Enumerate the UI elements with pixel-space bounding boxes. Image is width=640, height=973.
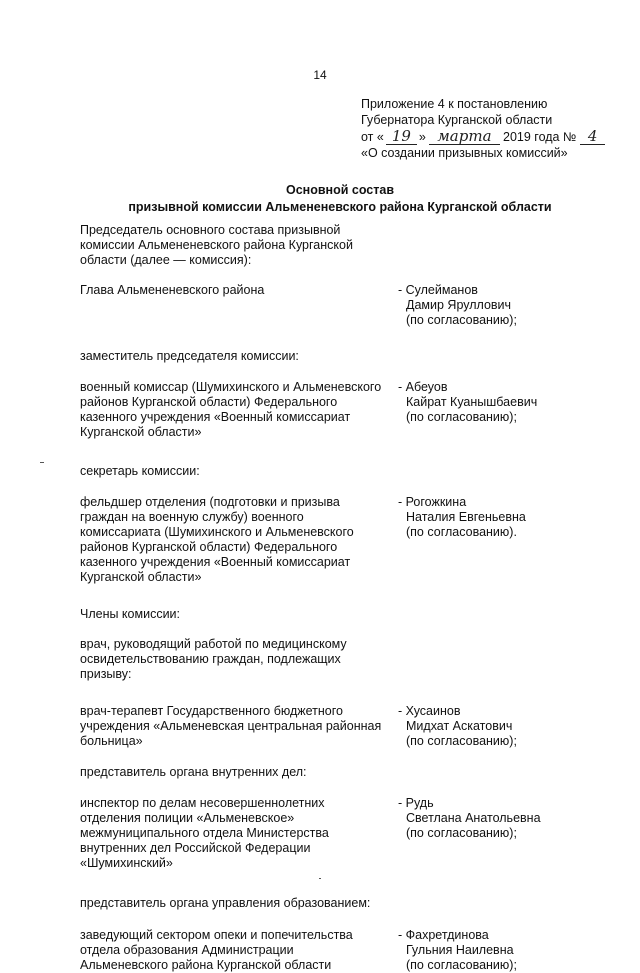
- entry-person: [398, 380, 625, 440]
- entry-person: [398, 495, 625, 585]
- position-line: Курганской области»: [80, 425, 202, 439]
- entry-position: [80, 223, 398, 268]
- person-surname: - Рудь: [398, 796, 434, 810]
- handwritten-day: 19: [386, 128, 417, 145]
- person-line: (по согласованию).: [406, 525, 517, 539]
- person-surname: - Хусаинов: [398, 704, 461, 718]
- position-line: инспектор по делам несовершеннолетних: [80, 796, 325, 810]
- document-title: [60, 182, 620, 216]
- person-line: (по согласованию);: [406, 826, 517, 840]
- page-number: 14: [313, 68, 327, 82]
- title-line-2: призывной комиссии Альмененевского района Курганской области: [128, 200, 552, 214]
- entry-row: [80, 349, 625, 364]
- appendix-line-1: Приложение 4 к постановлению: [361, 97, 548, 111]
- entry-position: [80, 464, 398, 479]
- position-line: заведующий сектором опеки и попечительства: [80, 928, 353, 942]
- entry-person: [398, 223, 625, 268]
- entry-row: [80, 380, 625, 440]
- entry-person: [398, 896, 625, 911]
- person-line: Мидхат Аскатович: [406, 719, 513, 733]
- position-line: «Шумихинский»: [80, 856, 173, 870]
- appendix-block: [361, 96, 621, 161]
- entry-row: [80, 495, 625, 585]
- entry-position: [80, 796, 398, 871]
- position-line: секретарь комиссии:: [80, 464, 200, 478]
- entry-person: [398, 283, 625, 328]
- person-line: Наталия Евгеньевна: [406, 510, 526, 524]
- entry-person: [398, 765, 625, 780]
- position-line: граждан на военную службу) военного: [80, 510, 304, 524]
- person-surname: - Рогожкина: [398, 495, 467, 509]
- entry-position: [80, 380, 398, 440]
- position-line: представитель органа внутренних дел:: [80, 765, 307, 779]
- position-line: больница»: [80, 734, 143, 748]
- commission-list: [80, 223, 625, 973]
- position-line: отдела образования Администрации: [80, 943, 294, 957]
- position-line: Члены комиссии:: [80, 607, 181, 621]
- margin-mark: [40, 462, 44, 463]
- position-line: районов Курганской области) Федерального: [80, 395, 338, 409]
- position-line: комиссии Альмененевского района Курганской: [80, 238, 353, 252]
- person-line: (по согласованию);: [406, 410, 517, 424]
- position-line: врач, руководящий работой по медицинскому: [80, 637, 347, 651]
- entry-row: [80, 223, 625, 268]
- person-surname: - Сулейманов: [398, 283, 478, 297]
- position-line: комиссариата (Шумихинского и Альменевского: [80, 525, 354, 539]
- position-line: внутренних дел Российской Федерации: [80, 841, 311, 855]
- appendix-date-line: [361, 128, 621, 145]
- position-line: фельдшер отделения (подготовки и призыва: [80, 495, 340, 509]
- handwritten-number: 4: [580, 128, 606, 145]
- appendix-line-4: «О создании призывных комиссий»: [361, 146, 568, 160]
- entry-position: [80, 928, 398, 973]
- entry-position: [80, 765, 398, 780]
- position-line: освидетельствованию граждан, подлежащих: [80, 652, 341, 666]
- entry-person: [398, 464, 625, 479]
- position-line: Альменевского района Курганской области: [80, 958, 332, 972]
- entry-position: [80, 495, 398, 585]
- position-line: области (далее — комиссия):: [80, 253, 252, 267]
- entry-person: [398, 928, 625, 973]
- position-line: районов Курганской области) Федерального: [80, 540, 338, 554]
- date-mid: »: [418, 130, 426, 144]
- person-line: Светлана Анатольевна: [406, 811, 541, 825]
- person-surname: - Фахретдинова: [398, 928, 489, 942]
- person-line: (по согласованию);: [406, 958, 517, 972]
- entry-row: [80, 637, 625, 682]
- entry-position: [80, 637, 398, 682]
- entry-person: [398, 607, 625, 622]
- position-line: межмуниципального отдела Министерства: [80, 826, 329, 840]
- title-line-1: Основной состав: [285, 183, 395, 197]
- entry-row: [80, 283, 625, 328]
- person-surname: - Абеуов: [398, 380, 448, 394]
- handwritten-month: марта: [429, 128, 499, 145]
- entry-person: [398, 796, 625, 871]
- date-prefix: от «: [361, 130, 384, 144]
- entry-person: [398, 704, 625, 749]
- position-line: Председатель основного состава призывной: [80, 223, 341, 237]
- person-line: Кайрат Куанышбаевич: [406, 395, 538, 409]
- entry-row: [80, 796, 625, 871]
- position-line: Курганской области»: [80, 570, 202, 584]
- entry-position: [80, 704, 398, 749]
- position-line: отделения полиции «Альменевское»: [80, 811, 295, 825]
- position-line: военный комиссар (Шумихинского и Альменевского: [80, 380, 382, 394]
- entry-row: [80, 765, 625, 780]
- position-line: учреждения «Альменевская центральная районная: [80, 719, 382, 733]
- person-line: Дамир Яруллович: [406, 298, 512, 312]
- position-line: заместитель председателя комиссии:: [80, 349, 299, 363]
- year-text: 2019 года №: [503, 130, 577, 144]
- entry-person: [398, 349, 625, 364]
- position-line: казенного учреждения «Военный комиссариат: [80, 410, 351, 424]
- entry-row: [80, 464, 625, 479]
- margin-mark: [319, 878, 321, 879]
- position-line: врач-терапевт Государственного бюджетного: [80, 704, 344, 718]
- entry-position: [80, 896, 398, 911]
- position-line: призыву:: [80, 667, 132, 681]
- position-line: представитель органа управления образованием:: [80, 896, 371, 910]
- entry-person: [398, 637, 625, 682]
- entry-row: [80, 928, 625, 973]
- appendix-line-2: Губернатора Курганской области: [361, 113, 553, 127]
- entry-row: [80, 607, 625, 622]
- entry-position: [80, 349, 398, 364]
- entry-row: [80, 704, 625, 749]
- person-line: (по согласованию);: [406, 313, 517, 327]
- person-line: (по согласованию);: [406, 734, 517, 748]
- person-line: Гульния Наилевна: [406, 943, 514, 957]
- position-line: Глава Альмененевского района: [80, 283, 265, 297]
- entry-position: [80, 283, 398, 328]
- entry-position: [80, 607, 398, 622]
- position-line: казенного учреждения «Военный комиссариат: [80, 555, 351, 569]
- entry-row: [80, 896, 625, 911]
